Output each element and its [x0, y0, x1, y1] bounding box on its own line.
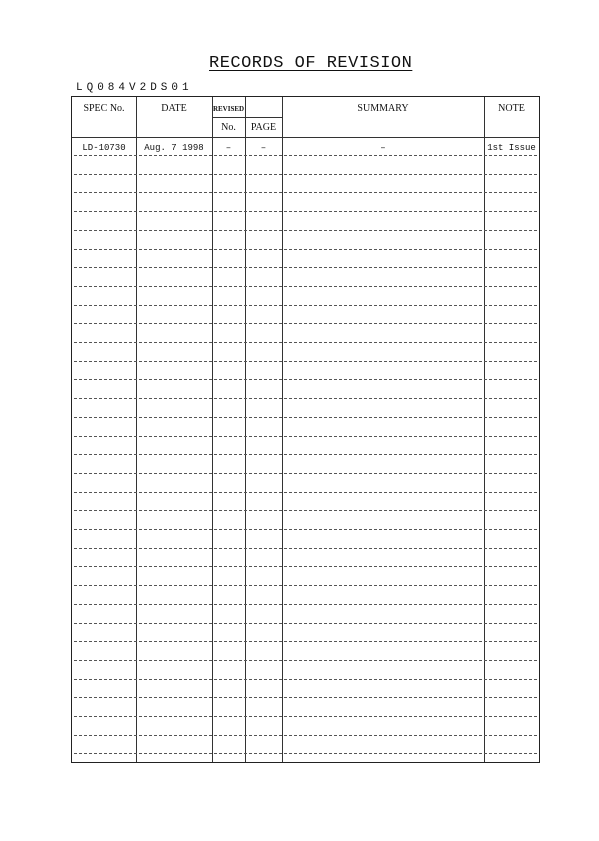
table-row: [74, 192, 537, 193]
table-row: [74, 735, 537, 736]
col-divider-page: [282, 97, 283, 762]
header-summary: SUMMARY: [357, 103, 409, 114]
row1-date: Aug. 7 1998: [144, 143, 204, 153]
table-row: [74, 155, 537, 156]
table-row: [74, 379, 537, 380]
row1-page: –: [260, 143, 267, 153]
table-row: [74, 398, 537, 399]
table-row: [74, 436, 537, 437]
table-row: [74, 342, 537, 343]
table-row: [74, 492, 537, 493]
revision-table: [71, 96, 540, 763]
table-row: [74, 566, 537, 567]
table-row: [74, 548, 537, 549]
table-row: [74, 267, 537, 268]
row1-note: 1st Issue: [487, 143, 536, 153]
col-divider-spec: [136, 97, 137, 762]
col-divider-date: [212, 97, 213, 762]
table-row: [74, 211, 537, 212]
header-page: PAGE: [250, 122, 277, 133]
table-row: [74, 473, 537, 474]
col-divider-revised-no: [245, 97, 246, 762]
table-row: [74, 529, 537, 530]
table-row: [74, 305, 537, 306]
table-row: [74, 585, 537, 586]
col-divider-summary: [484, 97, 485, 762]
table-row: [74, 716, 537, 717]
header-date: DATE: [161, 103, 187, 114]
table-row: [74, 230, 537, 231]
table-row: [74, 604, 537, 605]
page-title: RECORDS OF REVISION: [209, 54, 413, 73]
revised-subheader-line: [212, 117, 282, 118]
table-row: [74, 417, 537, 418]
header-spec-no: SPEC No.: [83, 103, 125, 114]
header-revised: REVISED: [212, 105, 245, 113]
table-row: [74, 323, 537, 324]
table-row: [74, 697, 537, 698]
table-row: [74, 510, 537, 511]
table-row: [74, 753, 537, 754]
header-note: NOTE: [498, 103, 525, 114]
table-row: [74, 641, 537, 642]
header-revised-no: No.: [221, 122, 236, 133]
table-row: [74, 249, 537, 250]
table-row: [74, 679, 537, 680]
table-row: [74, 660, 537, 661]
row1-spec-no: LD-10730: [82, 143, 126, 153]
document-id: LQ084V2DS01: [76, 82, 193, 94]
table-row: [74, 174, 537, 175]
table-row: [74, 361, 537, 362]
table-row: [74, 454, 537, 455]
table-row: [74, 623, 537, 624]
header-bottom-line: [72, 137, 539, 138]
row1-revised-no: –: [225, 143, 232, 153]
table-row: [74, 286, 537, 287]
row1-summary: –: [380, 143, 386, 153]
